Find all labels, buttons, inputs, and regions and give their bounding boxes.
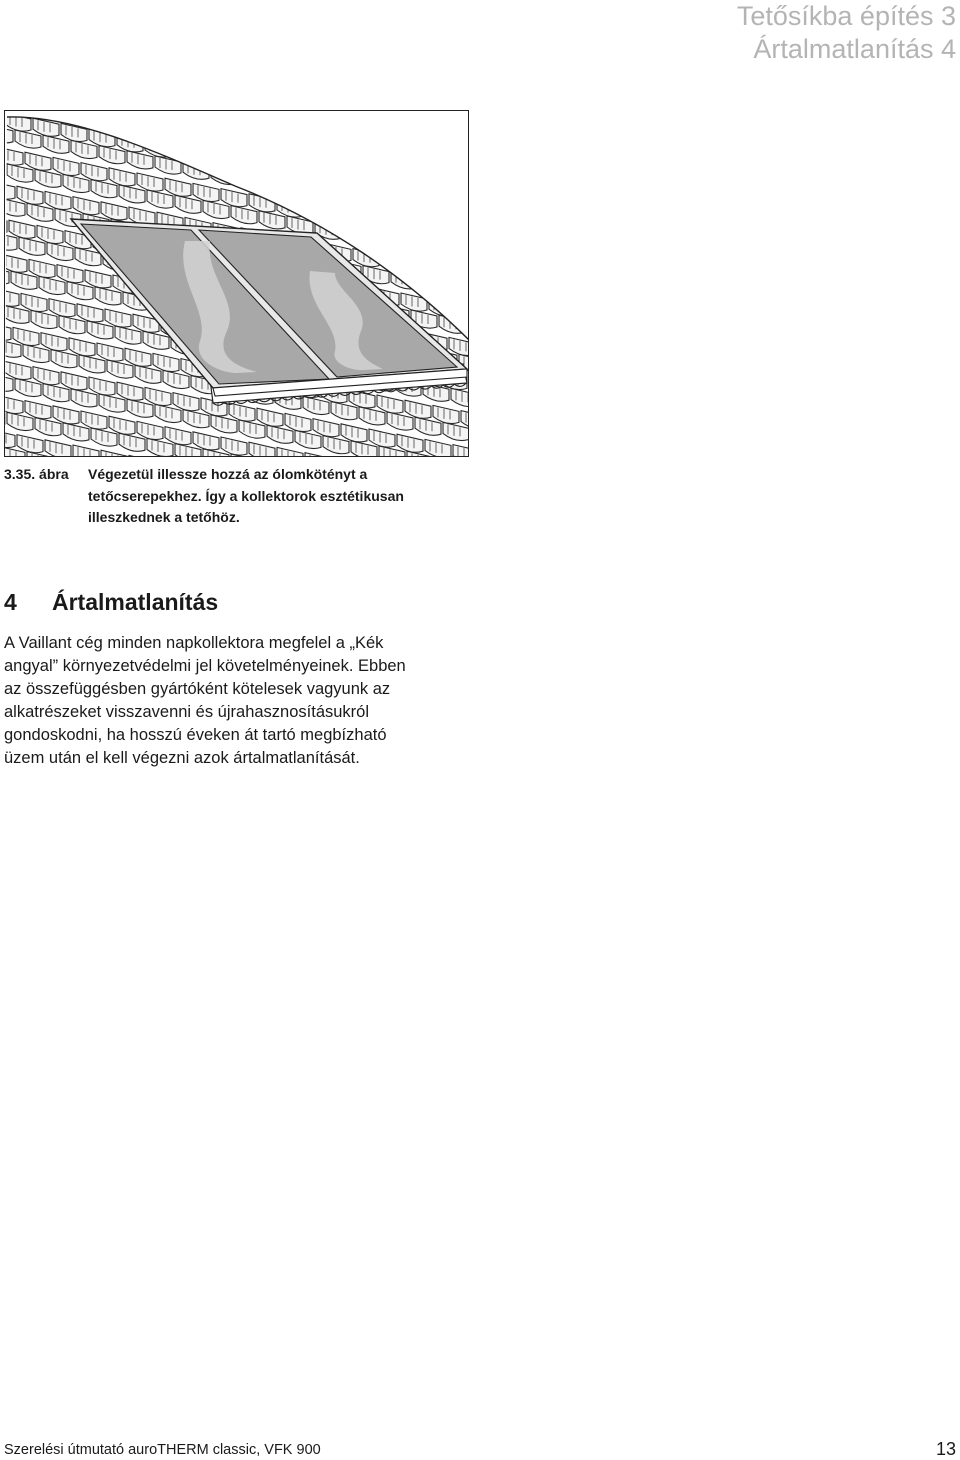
roof-tile-groove (468, 215, 469, 227)
caption-line: tetőcserepekhez. Így a kollektorok esztétikusan (88, 487, 404, 504)
roof-tile (341, 175, 367, 193)
roof-tile (323, 187, 349, 205)
roof-tile (457, 303, 469, 321)
roof-tile (419, 276, 445, 294)
roof-tile-groove (262, 162, 274, 174)
roof-tile (463, 213, 469, 231)
paragraph-line: gondoskodni, ha hosszú éveken át tartó megbízható (4, 726, 387, 745)
paragraph-line: angyal” környezetvédelmi jel követelményeinek. Ebben (4, 657, 406, 676)
roof-tile (445, 230, 469, 248)
roof-tile-groove (206, 151, 218, 163)
roof-tile-groove (402, 188, 414, 200)
roof-collector-illustration (4, 110, 469, 457)
roof-tile (267, 177, 293, 195)
roof-tile-groove (414, 261, 426, 273)
paragraph-line: A Vaillant cég minden napkollektora megfelel a „Kék (4, 634, 384, 652)
roof-tile-groove (422, 227, 434, 239)
roof-tile-groove (338, 211, 350, 223)
roof-tile-groove (376, 234, 388, 246)
roof-tile (417, 225, 443, 243)
paragraph-line: üzem után el kell végezni azok ártalmatlanítását. (4, 749, 360, 768)
roof-tile-groove (348, 228, 360, 240)
roof-tile-groove (450, 232, 462, 244)
roof-tile-groove (236, 456, 248, 457)
roof-tile (173, 144, 199, 162)
figure-caption (4, 464, 474, 529)
section-heading (4, 586, 218, 618)
roof-tile (371, 232, 397, 250)
roof-tile (435, 208, 461, 226)
roof-tile-groove (460, 249, 469, 261)
roof-tile (447, 281, 469, 299)
caption-line: Végezetül illessze hozzá az ólomkötényt a (88, 466, 368, 482)
paragraph-line: az összefüggésben gyártóként kötelesek vagyunk az (4, 680, 391, 699)
roof-tile-groove (5, 183, 6, 195)
roof-tile-groove (386, 256, 398, 268)
roof-tile (437, 264, 463, 282)
roof-tile-groove (462, 305, 469, 317)
roof-tile (397, 186, 423, 204)
roof-tile-groove (374, 183, 386, 195)
roof-tile (257, 160, 283, 178)
roof-tile (409, 259, 435, 277)
roof-tile-groove (346, 177, 358, 189)
roof-tile (467, 320, 469, 338)
roof-tile (435, 456, 461, 457)
roof-tile (369, 181, 395, 199)
section-title: Ártalmatlanítás (52, 589, 219, 615)
section-number: 4 (4, 589, 17, 615)
roof-tile (313, 170, 339, 188)
footer-page-number: 13 (935, 1439, 956, 1459)
roof-tile-groove (300, 184, 312, 196)
roof-tile-groove (178, 146, 190, 158)
roof-tile-groove (430, 193, 442, 205)
roof-tile (379, 198, 405, 216)
section-paragraph (4, 632, 462, 771)
roof-tile (351, 192, 377, 210)
roof-tile (229, 155, 255, 173)
roof-tile-groove (404, 239, 416, 251)
roof-tile (389, 220, 415, 238)
roof-tile (239, 172, 265, 190)
paragraph-line: alkatrészeket visszavenni és újrahasznosításukról (4, 703, 370, 722)
roof-tile-groove (328, 189, 340, 201)
roof-tile-groove (272, 179, 284, 191)
roof-tile (201, 149, 227, 167)
roof-tile-groove (366, 217, 378, 229)
roof-tile (295, 182, 321, 200)
figure-caption-text (88, 464, 474, 529)
roof-tile (425, 191, 451, 209)
header-chapter-3: Tetősíkba építés 3 (736, 1, 956, 31)
roof-tile-groove (452, 283, 464, 295)
running-header (737, 0, 956, 66)
roof-tile-groove (442, 266, 454, 278)
figure-number: 3.35. ábra (4, 466, 69, 482)
roof-tile (465, 269, 469, 287)
footer-document-title: Szerelési útmutató auroTHERM classic, VFK 900 (4, 1442, 321, 1458)
roof-tile (407, 203, 433, 221)
roof-tile-groove (310, 206, 322, 218)
roof-tile (285, 165, 311, 183)
roof-tile (399, 237, 425, 255)
roof-tile-groove (432, 244, 444, 256)
caption-line: illeszkednek a tetőhöz. (88, 509, 240, 525)
roof-tile-groove (244, 174, 256, 186)
roof-tile (455, 247, 469, 265)
roof-tile-groove (440, 210, 452, 222)
header-chapter-4: Ártalmatlanítás 4 (753, 34, 956, 64)
roof-tile-groove (458, 198, 469, 210)
roof-tile (361, 215, 387, 233)
roof-tile-groove (290, 167, 302, 179)
roof-tile-groove (424, 278, 436, 290)
roof-tile (333, 209, 359, 227)
roof-tile-groove (356, 194, 368, 206)
roof-drawing (5, 111, 469, 457)
roof-tile-groove (318, 172, 330, 184)
roof-tile-groove (384, 200, 396, 212)
roof-tile-groove (234, 157, 246, 169)
roof-tile (453, 196, 469, 214)
roof-tile-groove (412, 205, 424, 217)
roof-tile (427, 242, 453, 260)
roof-tile-groove (394, 222, 406, 234)
